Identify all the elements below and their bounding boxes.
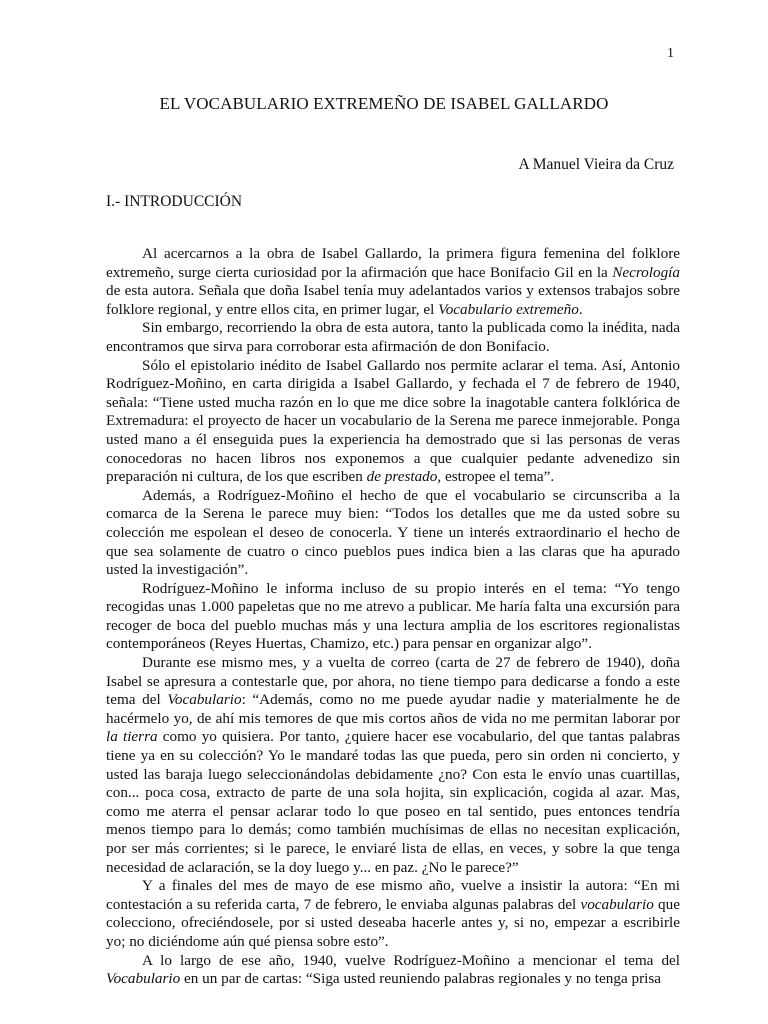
dedication-line: A Manuel Vieira da Cruz — [518, 156, 674, 173]
paragraph-1: Al acercarnos a la obra de Isabel Gallardo, la primera figura femenina del folklore extremeño, surge cierta curiosidad por la afirmación que hace Bonifacio Gil en la Necrología de esta autora. Señala que doña Isabel tenía muy adelantados varios y extensos trabajos sobre folklore regional, y entre ellos cita, en primer lugar, el Vocabulario extremeño. — [106, 245, 680, 318]
paragraph-5: Rodríguez-Moñino le informa incluso de su propio interés en el tema: “Yo tengo recogidas unas 1.000 papeletas que no me atrevo a publicar. Me haría falta una excursión para recoger de boca del pueblo muchas más y una lectura amplia de los escritores regionalistas contemporáneos (Reyes Huertas, Chamizo, etc.) para pensar en organizar algo”. — [106, 579, 680, 653]
section-heading: I.- INTRODUCCIÓN — [106, 193, 243, 210]
paragraph-3: Sólo el epistolario inédito de Isabel Gallardo nos permite aclarar el tema. Así, Antonio Rodríguez-Moñino, en carta dirigida a Isabel Gallardo, y fechada el 7 de febrero de 1940, señala: “Tiene usted mucha razón en lo que me dice sobre la inagotable cantera folklórica de Extremadura: el proyecto de hacer un vocabulario de la Serena me parece inmejorable. Ponga usted mano a él enseguida pues la experiencia ha demostrado que si las personas de veras conocedoras no hacen libros nos exponemos a que cualquier pedante advenedizo sin preparación ni cultura, de los que escriben de prestado, estropee el tema”. — [106, 356, 680, 486]
paragraph-4: Además, a Rodríguez-Moñino el hecho de que el vocabulario se circunscriba a la comarca de la Serena le parece muy bien: “Todos los detalles que me da usted sobre su colección me espolean el deseo de conocerla. Y tiene un interés extraordinario el hecho de que sea solamente de cuatro o cinco pueblos pues indica bien a las claras que ha apurado usted la investigación”. — [106, 486, 680, 579]
body-text — [106, 245, 680, 989]
paragraph-8: A lo largo de ese año, 1940, vuelve Rodríguez-Moñino a mencionar el tema del Vocabulario en un par de cartas: “Siga usted reuniendo palabras regionales y no tenga prisa — [106, 951, 680, 988]
paragraph-2: Sin embargo, recorriendo la obra de esta autora, tanto la publicada como la inédita, nada encontramos que sirva para corroborar esta afirmación de don Bonifacio. — [106, 319, 680, 355]
document-title: EL VOCABULARIO EXTREMEÑO DE ISABEL GALLARDO — [159, 94, 609, 113]
paragraph-7: Y a finales del mes de mayo de ese mismo año, vuelve a insistir la autora: “En mi contestación a su referida carta, 7 de febrero, le enviaba algunas palabras del vocabulario que colecciono, ofreciéndosele, por si usted deseaba hacerle antes y, si no, empezar a escribirle yo; no diciéndome aún qué piensa sobre esto”. — [106, 877, 680, 950]
page-number: 1 — [667, 46, 674, 61]
paragraph-6: Durante ese mismo mes, y a vuelta de correo (carta de 27 de febrero de 1940), doña Isabel se apresura a contestarle que, por ahora, no tiene tiempo para dedicarse a fondo a este tema del Vocabulario: “Además, como no me puede ayudar nadie y materialmente he de hacérmelo yo, de ahí mis temores de que mis cortos años de vida no me permitan laborar por la tierra como yo quisiera. Por tanto, ¿quiere hacer ese vocabulario, del que tantas palabras tiene ya en su colección? Yo le mandaré todas las que pueda, pero sin orden ni concierto, y usted las baraja luego seleccionándolas debidamente ¿no? Con esta le envío unas cuartillas, con... poca cosa, extracto de parte de una sola hojita, sin explicación, cogida al azar. Mas, como me aterra el pensar aclarar todo lo que poseo en tal sentido, pues entonces tendría menos tiempo para lo demás; como también muchísimas de ellas no necesitan explicación, por ser más corrientes; si le parece, le enviaré lista de ellas, en veces, y sobre la que tenga necesidad de aclaración, se la doy luego y... en paz. ¿No le parece?” — [106, 654, 680, 876]
